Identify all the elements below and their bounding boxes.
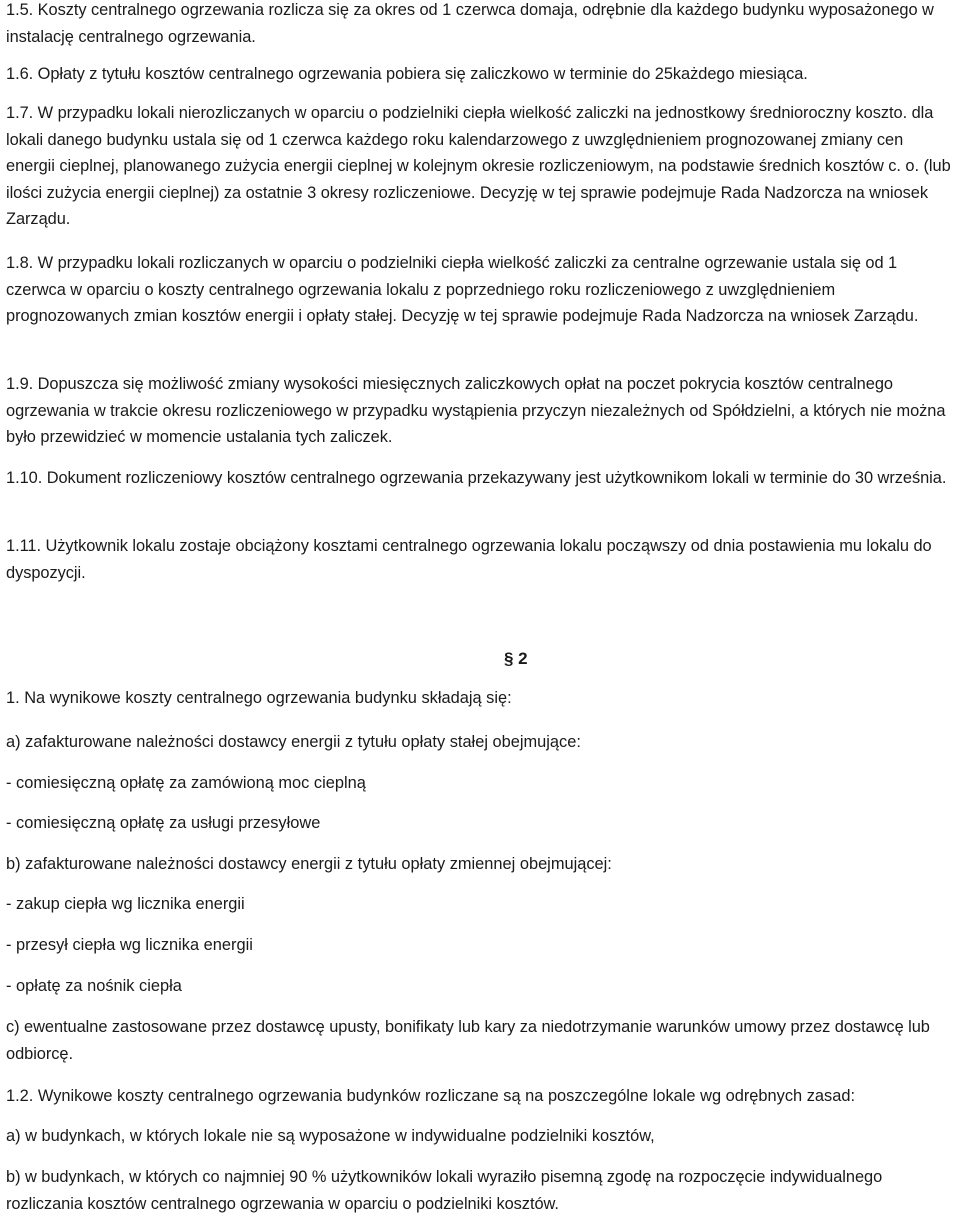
section-heading: § 2 [504,649,528,668]
paragraph-1-5: 1.5. Koszty centralnego ogrzewania rozlicza się za okres od 1 czerwca domaja, odrębnie dla każdego budynku wyposażonego w instalację centralnego ogrzewania. [6,1,934,46]
section2-item-c: c) ewentualne zastosowane przez dostawcę upusty, bonifikaty lub kary za niedotrzymanie warunków umowy przez dostawcę lub odbiorcę. [6,1018,930,1063]
paragraph-1-7: 1.7. W przypadku lokali nierozliczanych w oparciu o podzielniki ciepła wielkość zaliczki na jednostkowy średnioroczny koszto. dla lokali danego budynku ustala się od 1 czerwca każdego roku kalendarzowego z uwzględnieniem prognozowanej zmiany cen energii cieplnej, planowanego zużycia energii cieplnej w kolejnym okresie rozliczeniowym, na podstawie średnich kosztów c. o. (lub ilości zużycia energii cieplnej) za ostatnie 3 okresy rozliczeniowe. Decyzję w tej sprawie podejmuje Rada Nadzorcza na wniosek Zarządu. [6,104,951,228]
paragraph-1-10: 1.10. Dokument rozliczeniowy kosztów centralnego ogrzewania przekazywany jest użytkownikom lokali w terminie do 30 września. [6,469,947,487]
paragraph-1-9: 1.9. Dopuszcza się możliwość zmiany wysokości miesięcznych zaliczkowych opłat na poczet pokrycia kosztów centralnego ogrzewania w trakcie okresu rozliczeniowego w przypadku wystąpienia przyczyn niezależnych od Spółdzielni, a których nie można było przewidzieć w momencie ustalania tych zaliczek. [6,375,946,446]
section2-item-1-2: 1.2. Wynikowe koszty centralnego ogrzewania budynków rozliczane są na poszczególne lokale wg odrębnych zasad: [6,1087,855,1105]
section2-rule-b: b) w budynkach, w których co najmniej 90 % użytkowników lokali wyraziło pisemną zgodę na rozpoczęcie indywidualnego rozliczania kosztów centralnego ogrzewania w oparciu o podzielniki kosztów. [6,1168,883,1213]
section2-item-b: b) zafakturowane należności dostawcy energii z tytułu opłaty zmiennej obejmującej: [6,855,612,873]
section2-item-a2: - comiesięczną opłatę za usługi przesyłowe [6,814,321,832]
section2-item-b3: - opłatę za nośnik ciepła [6,977,182,995]
paragraph-1-6: 1.6. Opłaty z tytułu kosztów centralnego ogrzewania pobiera się zaliczkowo w terminie do 25każdego miesiąca. [6,65,808,83]
section2-rule-a: a) w budynkach, w których lokale nie są wyposażone w indywidualne podzielniki kosztów, [6,1127,655,1145]
section2-item-a1: - comiesięczną opłatę za zamówioną moc cieplną [6,774,366,792]
section2-item-a: a) zafakturowane należności dostawcy energii z tytułu opłaty stałej obejmujące: [6,733,581,751]
section2-item-b1: - zakup ciepła wg licznika energii [6,895,245,913]
paragraph-1-11: 1.11. Użytkownik lokalu zostaje obciążony kosztami centralnego ogrzewania lokalu począwszy od dnia postawienia mu lokalu do dyspozycji. [6,537,932,582]
section2-item-b2: - przesył ciepła wg licznika energii [6,936,253,954]
paragraph-1-8: 1.8. W przypadku lokali rozliczanych w oparciu o podzielniki ciepła wielkość zaliczki za centralne ogrzewanie ustala się od 1 czerwca w oparciu o koszty centralnego ogrzewania lokalu z poprzedniego roku rozliczeniowego z uwzględnieniem prognozowanych zmian kosztów energii i opłaty stałej. Decyzję w tej sprawie podejmuje Rada Nadzorcza na wniosek Zarządu. [6,254,919,325]
section2-item-1: 1. Na wynikowe koszty centralnego ogrzewania budynku składają się: [6,689,512,707]
